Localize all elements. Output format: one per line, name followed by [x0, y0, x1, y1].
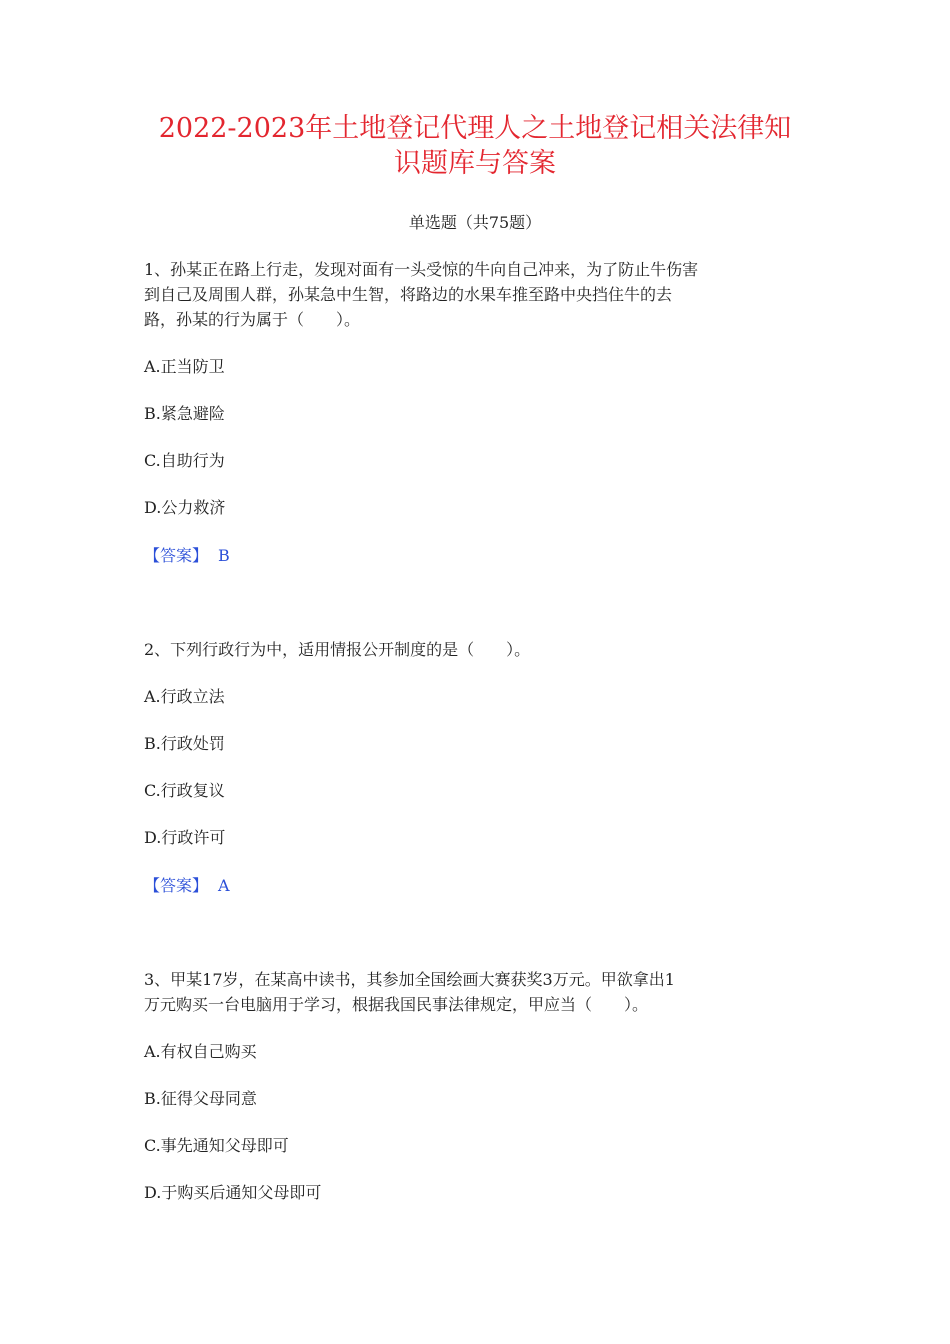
question-1-option-c: C.自助行为 [144, 451, 225, 470]
question-1-option-a: A.正当防卫 [144, 357, 225, 376]
question-2-stem-line-1: 2、下列行政行为中，适用情报公开制度的是（ ）。 [144, 640, 531, 659]
question-2-option-c: C.行政复议 [144, 781, 225, 800]
question-3-stem-line-1: 3、甲某17岁，在某高中读书，其参加全国绘画大赛获奖3万元。甲欲拿出1 [144, 970, 675, 989]
question-3-stem-line-2: 万元购买一台电脑用于学习，根据我国民事法律规定，甲应当（ ）。 [144, 995, 649, 1014]
answer-value: B [218, 546, 230, 565]
document-title-line-1: 2022-2023年土地登记代理人之土地登记相关法律知 [158, 113, 792, 144]
answer-label: 【答案】 [144, 546, 209, 565]
question-2-option-a: A.行政立法 [144, 687, 225, 706]
question-1-stem-line-1: 1、孙某正在路上行走，发现对面有一头受惊的牛向自己冲来，为了防止牛伤害 [144, 260, 699, 279]
answer-label: 【答案】 [144, 876, 209, 895]
question-1-stem-line-3: 路，孙某的行为属于（ ）。 [144, 310, 361, 329]
question-2-option-d: D.行政许可 [144, 828, 226, 847]
question-2-answer [144, 875, 824, 897]
question-2-option-b: B.行政处罚 [144, 734, 225, 753]
question-3-option-d: D.于购买后通知父母即可 [144, 1183, 322, 1202]
answer-value: A [218, 876, 230, 895]
question-1-stem-line-2: 到自己及周围人群，孙某急中生智，将路边的水果车推至路中央挡住牛的去 [144, 285, 673, 304]
question-3-option-c: C.事先通知父母即可 [144, 1136, 289, 1155]
question-3-option-a: A.有权自己购买 [144, 1042, 257, 1061]
question-1-answer [144, 545, 824, 567]
document-title-line-2: 识题库与答案 [394, 148, 556, 179]
question-1-option-b: B.紧急避险 [144, 404, 225, 423]
section-heading: 单选题（共75题） [408, 213, 542, 232]
question-3-option-b: B.征得父母同意 [144, 1089, 257, 1108]
question-1-option-d: D.公力救济 [144, 498, 226, 517]
